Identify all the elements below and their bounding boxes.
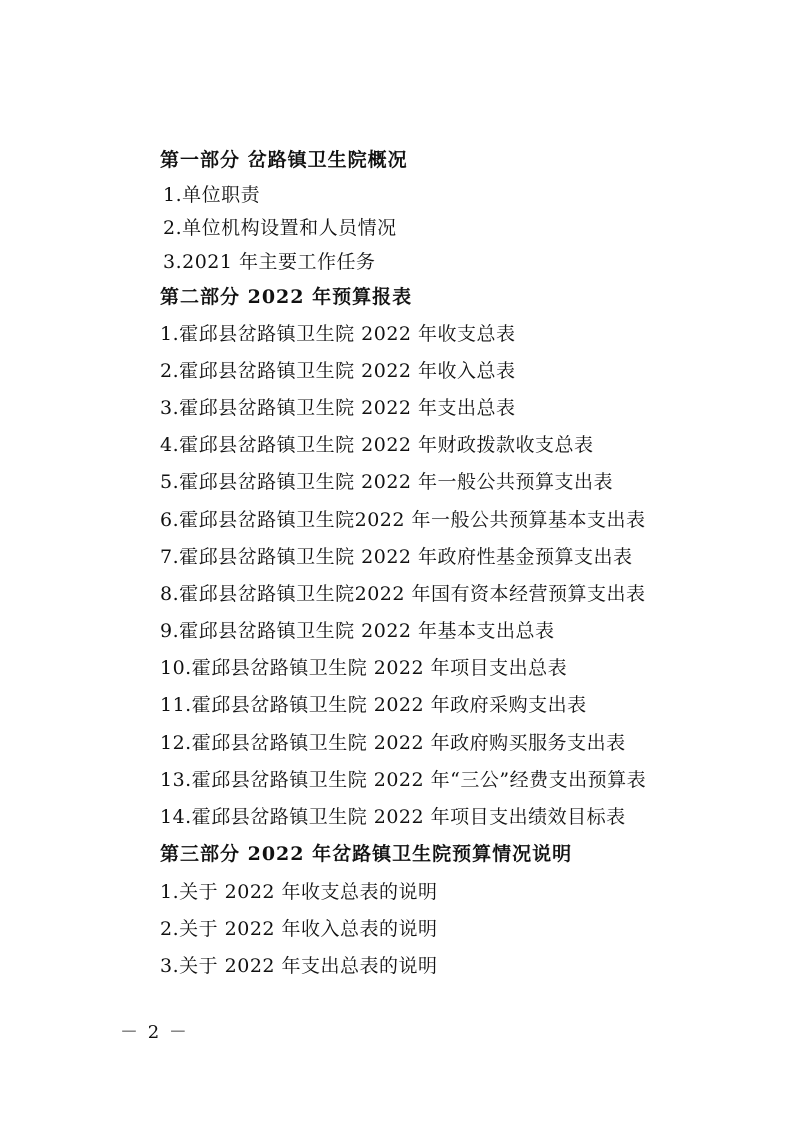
part3-heading: 第三部分 2022 年岔路镇卫生院预算情况说明 <box>160 843 573 865</box>
part3-item-3: 3.关于 2022 年支出总表的说明 <box>160 955 438 977</box>
part1-item-1: 1.单位职责 <box>163 184 261 206</box>
part2-item-10: 10.霍邱县岔路镇卫生院 2022 年项目支出总表 <box>160 657 568 679</box>
part2-item-1: 1.霍邱县岔路镇卫生院 2022 年收支总表 <box>160 323 516 345</box>
part2-item-3: 3.霍邱县岔路镇卫生院 2022 年支出总表 <box>160 397 516 419</box>
part2-item-4: 4.霍邱县岔路镇卫生院 2022 年财政拨款收支总表 <box>160 434 594 456</box>
part2-item-6: 6.霍邱县岔路镇卫生院2022 年一般公共预算基本支出表 <box>160 509 646 531</box>
part2-item-9: 9.霍邱县岔路镇卫生院 2022 年基本支出总表 <box>160 620 555 642</box>
part2-item-7: 7.霍邱县岔路镇卫生院 2022 年政府性基金预算支出表 <box>160 546 633 568</box>
part1-item-2: 2.单位机构设置和人员情况 <box>163 217 397 239</box>
part3-item-2: 2.关于 2022 年收入总表的说明 <box>160 918 438 940</box>
part1-heading: 第一部分 岔路镇卫生院概况 <box>160 149 408 171</box>
page-number: － 2 － <box>120 1022 189 1043</box>
part2-item-8: 8.霍邱县岔路镇卫生院2022 年国有资本经营预算支出表 <box>160 583 646 605</box>
part1-item-3: 3.2021 年主要工作任务 <box>163 251 376 273</box>
part2-item-12: 12.霍邱县岔路镇卫生院 2022 年政府购买服务支出表 <box>160 732 626 754</box>
part3-item-1: 1.关于 2022 年收支总表的说明 <box>160 881 438 903</box>
part2-heading: 第二部分 2022 年预算报表 <box>160 286 413 308</box>
part2-item-5: 5.霍邱县岔路镇卫生院 2022 年一般公共预算支出表 <box>160 471 614 493</box>
part2-item-2: 2.霍邱县岔路镇卫生院 2022 年收入总表 <box>160 360 516 382</box>
part2-item-11: 11.霍邱县岔路镇卫生院 2022 年政府采购支出表 <box>160 694 587 716</box>
part2-item-14: 14.霍邱县岔路镇卫生院 2022 年项目支出绩效目标表 <box>160 806 626 828</box>
part2-item-13: 13.霍邱县岔路镇卫生院 2022 年“三公”经费支出预算表 <box>160 769 647 791</box>
